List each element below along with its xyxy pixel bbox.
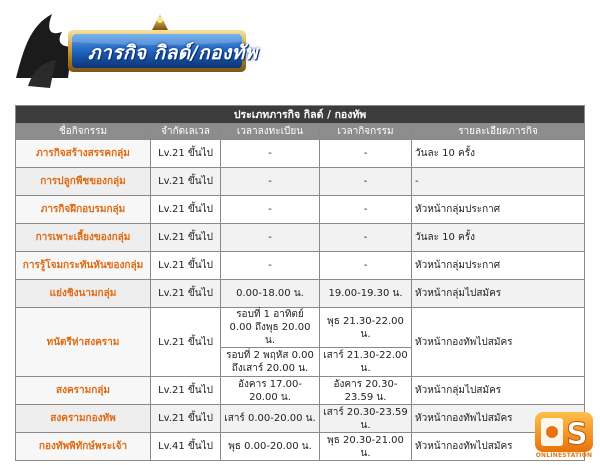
- mission-detail: หัวหน้ากลุ่มไปสมัคร: [412, 377, 585, 405]
- activity-name: การปลูกพืชของกลุ่ม: [16, 168, 151, 196]
- onlinestation-s-icon: [531, 410, 597, 454]
- level-limit: Lv.21 ขึ้นไป: [151, 168, 221, 196]
- activity-time: เสาร์ 21.30-22.00 น.: [320, 348, 412, 377]
- registration-time: -: [221, 224, 320, 252]
- registration-time: -: [221, 196, 320, 224]
- activity-time: -: [320, 168, 412, 196]
- registration-time: รอบที่ 2 พฤหัส 0.00 ถึงเสาร์ 20.00 น.: [221, 348, 320, 377]
- table-title: ประเภทภารกิจ กิลด์ / กองทัพ: [16, 106, 585, 124]
- activity-time: -: [320, 224, 412, 252]
- activity-time: พุธ 20.30-21.00 น.: [320, 433, 412, 461]
- table-row: [16, 252, 585, 280]
- mission-detail: หัวหน้ากลุ่มประกาศ: [412, 252, 585, 280]
- logo-letter: S: [566, 417, 588, 452]
- activity-name: ภารกิจฝึกอบรมกลุ่ม: [16, 196, 151, 224]
- column-header-level: จำกัดเลเวล: [151, 124, 221, 140]
- guild-mission-table: [15, 105, 584, 461]
- registration-time: 0.00-18.00 น.: [221, 280, 320, 308]
- registration-time: อังคาร 17.00-20.00 น.: [221, 377, 320, 405]
- table-row: [16, 140, 585, 168]
- level-limit: Lv.21 ขึ้นไป: [151, 280, 221, 308]
- registration-time: รอบที่ 1 อาทิตย์ 0.00 ถึงพุธ 20.00 น.: [221, 308, 320, 348]
- level-limit: Lv.21 ขึ้นไป: [151, 196, 221, 224]
- mission-detail: วันละ 10 ครั้ง: [412, 224, 585, 252]
- registration-time: พุธ 0.00-20.00 น.: [221, 433, 320, 461]
- level-limit: Lv.21 ขึ้นไป: [151, 140, 221, 168]
- level-limit: Lv.21 ขึ้นไป: [151, 252, 221, 280]
- mission-detail: หัวหน้ากองทัพไปสมัคร: [412, 308, 585, 377]
- mission-detail: วันละ 10 ครั้ง: [412, 140, 585, 168]
- level-limit: Lv.41 ขึ้นไป: [151, 433, 221, 461]
- registration-time: -: [221, 168, 320, 196]
- level-limit: Lv.21 ขึ้นไป: [151, 224, 221, 252]
- activity-time: -: [320, 196, 412, 224]
- level-limit: Lv.21 ขึ้นไป: [151, 308, 221, 377]
- activity-name: สงครามกลุ่ม: [16, 377, 151, 405]
- activity-time: พุธ 21.30-22.00 น.: [320, 308, 412, 348]
- mission-detail: หัวหน้ากลุ่มไปสมัคร: [412, 280, 585, 308]
- table-row: [16, 224, 585, 252]
- activity-name: การรู้โจมกระทันหันของกลุ่ม: [16, 252, 151, 280]
- table-row: [16, 308, 585, 348]
- column-header-registration-time: เวลาลงทะเบียน: [221, 124, 320, 140]
- logo-text: ONLINESTATION: [535, 452, 593, 459]
- table-row: [16, 196, 585, 224]
- activity-name: ภารกิจสร้างสรรคกลุ่ม: [16, 140, 151, 168]
- banner-title: ภารกิจ กิลด์/กองทัพ: [88, 42, 258, 64]
- onlinestation-logo: [531, 410, 597, 462]
- banner-logo: [10, 8, 258, 90]
- mission-detail: -: [412, 168, 585, 196]
- activity-name: สงครามกองทัพ: [16, 405, 151, 433]
- table-row: [16, 168, 585, 196]
- table-row: [16, 405, 585, 433]
- mission-detail: หัวหน้ากลุ่มประกาศ: [412, 196, 585, 224]
- mission-detail: หัวหน้ากองทัพไปสมัคร: [412, 433, 585, 461]
- activity-name: ทนัตรีห่าสงคราม: [16, 308, 151, 377]
- registration-time: -: [221, 140, 320, 168]
- activity-time: -: [320, 252, 412, 280]
- activity-time: -: [320, 140, 412, 168]
- registration-time: -: [221, 252, 320, 280]
- column-header-activity: ชื่อกิจกรรม: [16, 124, 151, 140]
- column-header-details: รายละเอียดภารกิจ: [412, 124, 585, 140]
- activity-time: 19.00-19.30 น.: [320, 280, 412, 308]
- column-header-activity-time: เวลากิจกรรม: [320, 124, 412, 140]
- level-limit: Lv.21 ขึ้นไป: [151, 377, 221, 405]
- activity-name: การเพาะเลี้ยงของกลุ่ม: [16, 224, 151, 252]
- table-row: [16, 433, 585, 461]
- activity-name: แย่งชิงนามกลุ่ม: [16, 280, 151, 308]
- activity-time: อังคาร 20.30-23.59 น.: [320, 377, 412, 405]
- registration-time: เสาร์ 0.00-20.00 น.: [221, 405, 320, 433]
- table-row: [16, 377, 585, 405]
- table-row: [16, 280, 585, 308]
- activity-time: เสาร์ 20.30-23.59 น.: [320, 405, 412, 433]
- level-limit: Lv.21 ขึ้นไป: [151, 405, 221, 433]
- activity-name: กองทัพพิทักษ์พระเจ้า: [16, 433, 151, 461]
- mission-detail: หัวหน้ากองทัพไปสมัคร: [412, 405, 585, 433]
